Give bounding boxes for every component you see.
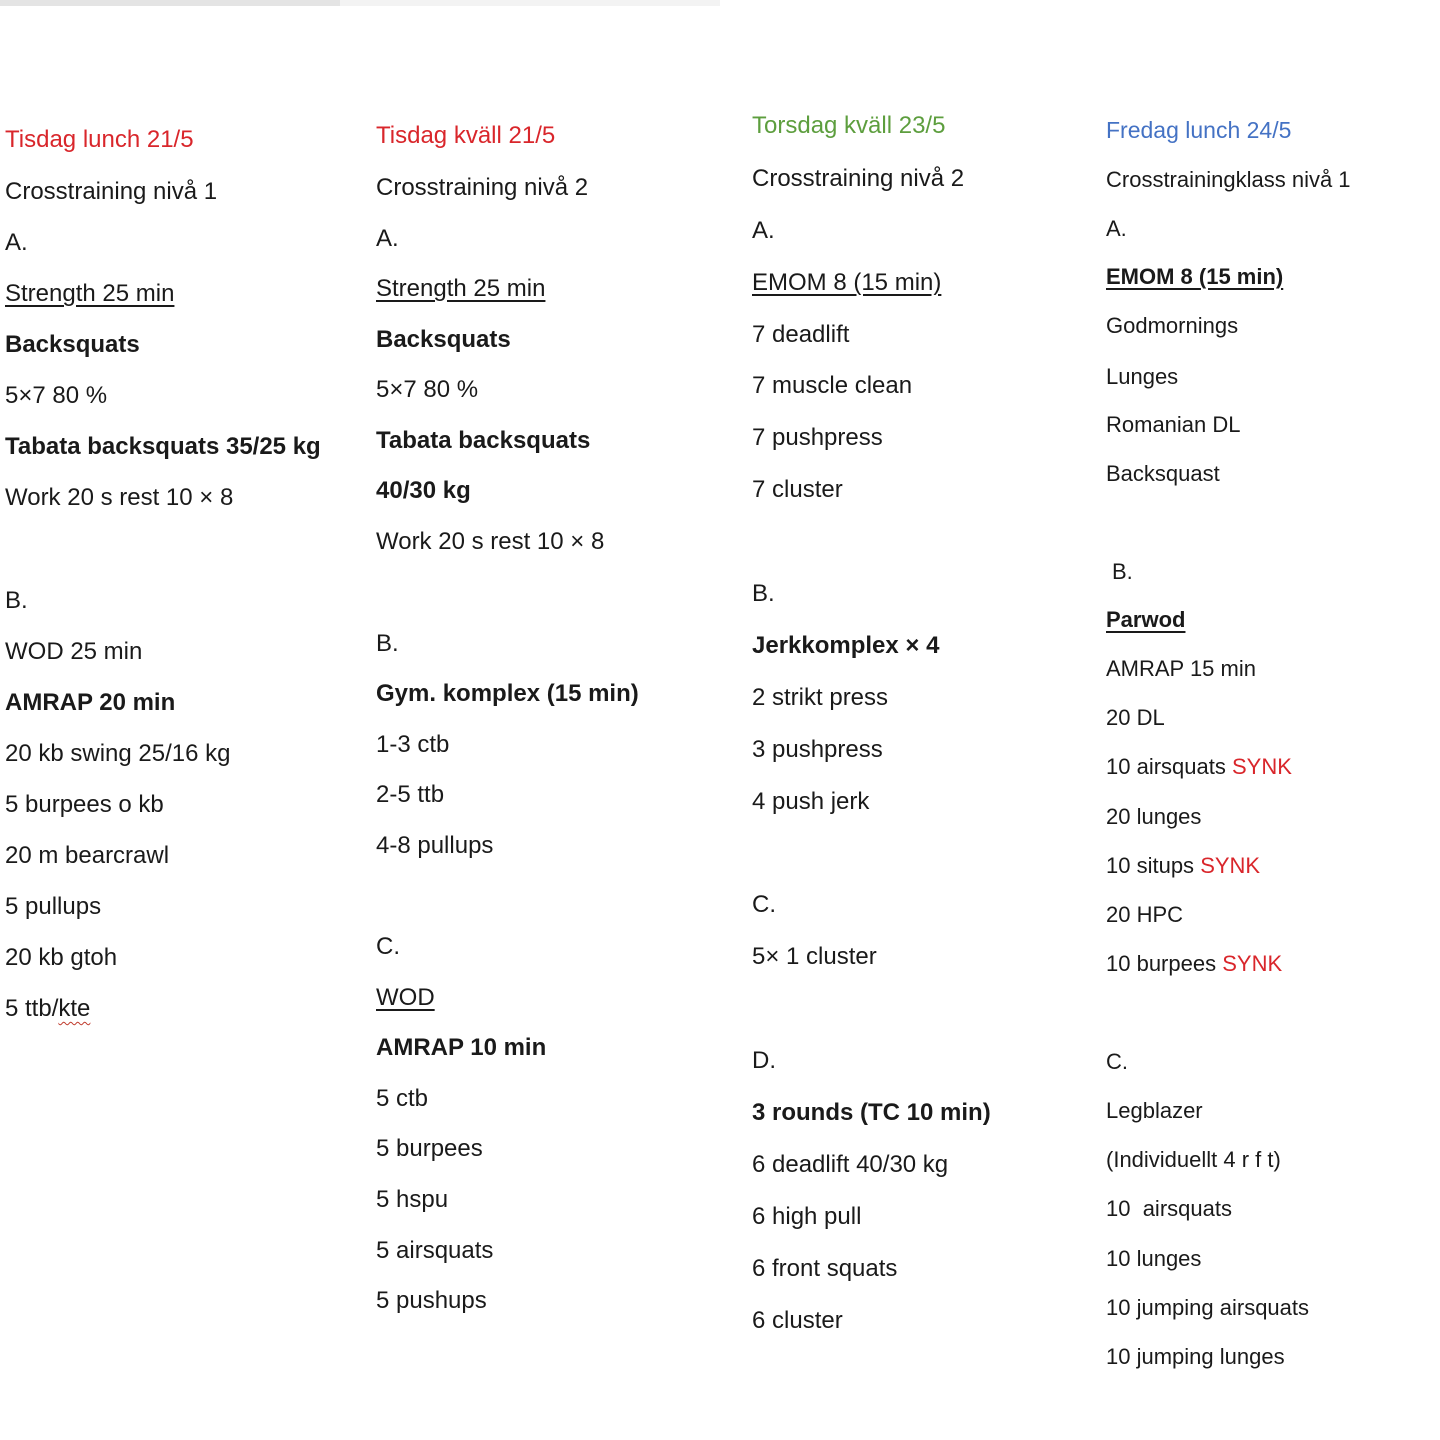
workout-line: Romanian DL: [1106, 412, 1241, 437]
emom-heading: EMOM 8 (15 min): [752, 269, 942, 296]
workout-line: 7 cluster: [752, 476, 843, 503]
synk-tag: SYNK: [1222, 951, 1283, 976]
day-header: Fredag lunch 24/5: [1106, 117, 1292, 143]
day-header: Tisdag lunch 21/5: [5, 126, 194, 153]
workout-line: 6 high pull: [752, 1203, 862, 1230]
workout-line: 5×7 80 %: [5, 382, 108, 409]
emom-heading: EMOM 8 (15 min): [1106, 264, 1284, 289]
class-level: Crosstrainingklass nivå 1: [1106, 167, 1351, 192]
section-label-a: A.: [376, 225, 399, 252]
workout-line-text: 10 burpees: [1106, 951, 1217, 976]
exercise-title: AMRAP 20 min: [5, 689, 176, 716]
workout-line: Work 20 s rest 10 × 8: [376, 528, 605, 555]
workout-line: 5 pullups: [5, 893, 102, 920]
workout-line: 5× 1 cluster: [752, 943, 877, 970]
workout-line: 5 pushups: [376, 1287, 487, 1314]
section-label-a: A.: [752, 217, 775, 244]
exercise-title: Backsquats: [376, 326, 511, 353]
workout-line: 5 hspu: [376, 1186, 449, 1213]
workout-line: 5 burpees: [376, 1135, 483, 1162]
workout-line: 5 airsquats: [376, 1237, 494, 1264]
workout-line: 5 burpees o kb: [5, 791, 164, 818]
workout-line: AMRAP 15 min: [1106, 656, 1256, 681]
workout-line: 20 DL: [1106, 705, 1165, 730]
parwod-heading: Parwod: [1106, 607, 1186, 632]
section-label-a: A.: [1106, 216, 1127, 241]
exercise-title: 40/30 kg: [376, 477, 471, 504]
workout-line: Legblazer: [1106, 1098, 1203, 1123]
workout-line: [1106, 953, 1282, 975]
workout-line: (Individuellt 4 r f t): [1106, 1147, 1281, 1172]
workout-line: 10 airsquats: [1106, 1196, 1232, 1221]
workout-line: [5, 997, 90, 1021]
workout-line: 6 cluster: [752, 1307, 843, 1334]
day-header: Tisdag kväll 21/5: [376, 122, 556, 149]
workout-line: Work 20 s rest 10 × 8: [5, 484, 234, 511]
workout-line: 5×7 80 %: [376, 376, 479, 403]
workout-line: [1106, 756, 1292, 778]
section-label-d: D.: [752, 1047, 776, 1074]
workout-line: 4-8 pullups: [376, 832, 494, 859]
workout-line: 5 ctb: [376, 1085, 429, 1112]
workout-line: 7 muscle clean: [752, 372, 913, 399]
workout-line: 7 deadlift: [752, 321, 850, 348]
workout-line: 1-3 ctb: [376, 731, 450, 758]
workout-line: [1106, 855, 1260, 877]
workout-line-text: 10 situps: [1106, 853, 1195, 878]
workout-line: 20 kb swing 25/16 kg: [5, 740, 231, 767]
class-level: Crosstraining nivå 1: [5, 178, 218, 205]
class-level: Crosstraining nivå 2: [752, 165, 965, 192]
workout-line: 20 HPC: [1106, 902, 1184, 927]
exercise-title: 3 rounds (TC 10 min): [752, 1099, 991, 1126]
exercise-title: Jerkkomplex × 4: [752, 632, 940, 659]
exercise-title: Gym. komplex (15 min): [376, 680, 639, 707]
synk-tag: SYNK: [1231, 754, 1292, 779]
workout-line: 6 front squats: [752, 1255, 898, 1282]
wod-heading: WOD: [376, 984, 435, 1011]
spellcheck-word: kte: [58, 995, 91, 1022]
workout-line: 10 jumping airsquats: [1106, 1295, 1310, 1320]
strength-heading: Strength 25 min: [5, 280, 175, 307]
workout-line: 7 pushpress: [752, 424, 883, 451]
exercise-title: AMRAP 10 min: [376, 1034, 547, 1061]
exercise-title: Tabata backsquats 35/25 kg: [5, 433, 321, 460]
strength-heading: Strength 25 min: [376, 275, 546, 302]
workout-line: 20 lunges: [1106, 804, 1202, 829]
section-label-c: C.: [376, 933, 400, 960]
workout-line: 10 jumping lunges: [1106, 1344, 1285, 1369]
workout-line: 6 deadlift 40/30 kg: [752, 1151, 949, 1178]
workout-line-part: 5 ttb/: [5, 995, 59, 1022]
section-label-b: B.: [376, 630, 399, 657]
workout-line: Godmornings: [1106, 313, 1239, 338]
section-label-a: A.: [5, 229, 28, 256]
workout-line: Lunges: [1106, 364, 1179, 389]
exercise-title: Tabata backsquats: [376, 427, 591, 454]
section-label-b: B.: [5, 587, 28, 614]
workout-line: 3 pushpress: [752, 736, 883, 763]
workout-line: Backsquast: [1106, 461, 1220, 486]
workout-line: 20 m bearcrawl: [5, 842, 170, 869]
workout-line: WOD 25 min: [5, 638, 143, 665]
section-label-c: C.: [752, 891, 776, 918]
section-label-c: C.: [1106, 1049, 1128, 1074]
section-label-b: B.: [752, 580, 775, 607]
day-header: Torsdag kväll 23/5: [752, 112, 946, 139]
top-strip-dark: [0, 0, 340, 6]
workout-line: 4 push jerk: [752, 788, 870, 815]
exercise-title: Backsquats: [5, 331, 140, 358]
section-label-b: B.: [1112, 559, 1133, 584]
workout-line: 10 lunges: [1106, 1246, 1202, 1271]
workout-line: 20 kb gtoh: [5, 944, 118, 971]
workout-line: 2 strikt press: [752, 684, 889, 711]
workout-line-text: 10 airsquats: [1106, 754, 1226, 779]
synk-tag: SYNK: [1200, 853, 1261, 878]
workout-line: 2-5 ttb: [376, 781, 445, 808]
class-level: Crosstraining nivå 2: [376, 174, 589, 201]
